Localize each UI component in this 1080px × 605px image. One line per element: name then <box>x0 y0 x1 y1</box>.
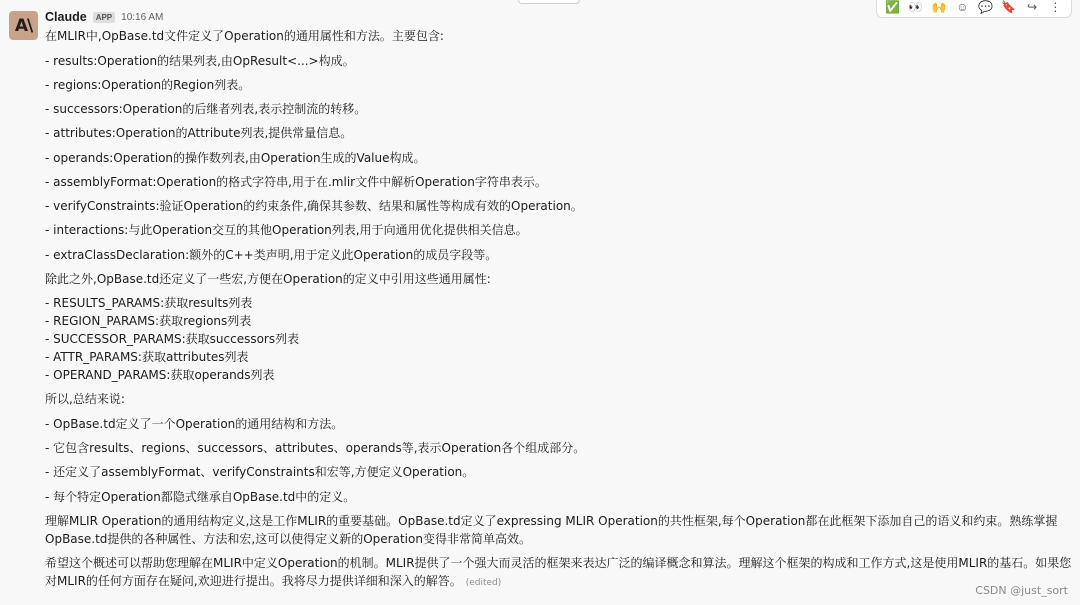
message-line-text: - successors:Operation的后继者列表,表示控制流的转移。 <box>45 102 367 116</box>
app-badge: APP <box>93 12 115 23</box>
message-line <box>45 29 444 44</box>
message-line-text: 所以,总结来说: <box>45 392 125 406</box>
message-line <box>45 332 299 347</box>
message-line <box>45 350 249 365</box>
avatar-logo: A\ <box>14 15 33 36</box>
message-line <box>45 78 250 93</box>
message-line-text: 理解MLIR Operation的通用结构定义,这是工作MLIR的重要基础。OpBase.td定义了expressing MLIR Operation的共性框架,每个Operation都在此框架下添加自己的语义和约束。熟练掌握 <box>45 514 1058 528</box>
message-line <box>45 199 583 214</box>
message-line-text: - interactions:与此Operation交互的其他Operation列表,用于向通用优化提供相关信息。 <box>45 223 528 237</box>
message-header <box>45 10 163 24</box>
message-line <box>45 102 366 117</box>
message-line-text: - ATTR_PARAMS:获取attributes列表 <box>45 350 249 364</box>
message-line <box>45 54 355 69</box>
message-line-text: - 每个特定Operation都隐式继承自OpBase.td中的定义。 <box>45 490 356 504</box>
message-line-text: - results:Operation的结果列表,由OpResult<...>构成。 <box>45 54 355 68</box>
message-line <box>45 556 1071 571</box>
message-line-text: - regions:Operation的Region列表。 <box>45 78 251 92</box>
reply-icon[interactable]: 💬 <box>978 0 994 14</box>
bookmark-icon[interactable]: 🔖 <box>1001 0 1017 14</box>
message-line <box>45 296 252 311</box>
message-line <box>45 368 275 383</box>
message-line-text: - verifyConstraints:验证Operation的约束条件,确保其参数、结果和属性等构成有效的Operation。 <box>45 199 583 213</box>
message-line <box>45 574 501 591</box>
more-icon[interactable]: ⋮ <box>1049 0 1062 14</box>
message-line <box>45 151 426 166</box>
message-line-text: 希望这个概述可以帮助您理解在MLIR中定义Operation的机制。MLIR提供了一个强大而灵活的框架来表达广泛的编译概念和算法。理解这个框架的构成和工作方式,这是使用MLIR的基石。如果您 <box>45 556 1072 570</box>
message-actions-toolbar <box>876 0 1072 18</box>
message-line <box>45 248 497 263</box>
timestamp[interactable]: 10:16 AM <box>121 11 164 23</box>
eyes-icon[interactable]: 👀 <box>908 0 924 14</box>
message-line-text: - 还定义了assemblyFormat、verifyConstraints和宏等,方便定义Operation。 <box>45 465 475 479</box>
message-line-text: 对MLIR的任何方面存在疑问,欢迎进行提出。我将尽力提供详细和深入的解答。 <box>45 574 462 588</box>
message-line <box>45 314 251 329</box>
message-line <box>45 272 491 287</box>
message-line-text: - operands:Operation的操作数列表,由Operation生成的Value构成。 <box>45 151 426 165</box>
message-line <box>45 417 343 432</box>
message-line <box>45 392 125 407</box>
message-line <box>45 532 531 547</box>
message-line-text: - SUCCESSOR_PARAMS:获取successors列表 <box>45 332 300 346</box>
message-line-text: - 它包含results、regions、successors、attributes、operands等,表示Operation各个组成部分。 <box>45 441 586 455</box>
add-reaction-icon[interactable]: ☺ <box>956 0 969 14</box>
message-line-text: - OPERAND_PARAMS:获取operands列表 <box>45 368 275 382</box>
message-line <box>45 465 474 480</box>
message-line-text: OpBase.td提供的各种属性、方法和宏,这可以使得定义新的Operation变得非常简单高效。 <box>45 532 531 546</box>
message-line-text: 在MLIR中,OpBase.td文件定义了Operation的通用属性和方法。主要包含: <box>45 29 444 43</box>
raised-hands-icon[interactable]: 🙌 <box>931 0 947 14</box>
message-line-text: - REGION_PARAMS:获取regions列表 <box>45 314 252 328</box>
message-line-text: - RESULTS_PARAMS:获取results列表 <box>45 296 253 310</box>
message-line <box>45 223 528 238</box>
watermark: CSDN @just_sort <box>975 584 1068 597</box>
message-line <box>45 441 585 456</box>
message-line <box>45 514 1057 529</box>
share-icon[interactable]: ↪ <box>1027 0 1038 14</box>
message-line-text: - OpBase.td定义了一个Operation的通用结构和方法。 <box>45 417 344 431</box>
check-mark-icon[interactable]: ✅ <box>885 0 901 14</box>
claude-avatar[interactable] <box>9 11 38 40</box>
message-line <box>45 175 547 190</box>
message-line-text: - extraClassDeclaration:额外的C++类声明,用于定义此Operation的成员字段等。 <box>45 248 498 262</box>
message-line-text: - assemblyFormat:Operation的格式字符串,用于在.mlir文件中解析Operation字符串表示。 <box>45 175 547 189</box>
message-line-text: 除此之外,OpBase.td还定义了一些宏,方便在Operation的定义中引用这些通用属性: <box>45 272 491 286</box>
message-line-text: - attributes:Operation的Attribute列表,提供常量信息。 <box>45 126 353 140</box>
message-line <box>45 490 355 505</box>
edited-label: (edited) <box>465 578 502 588</box>
message-line <box>45 126 352 141</box>
sender-name[interactable]: Claude <box>45 10 87 24</box>
